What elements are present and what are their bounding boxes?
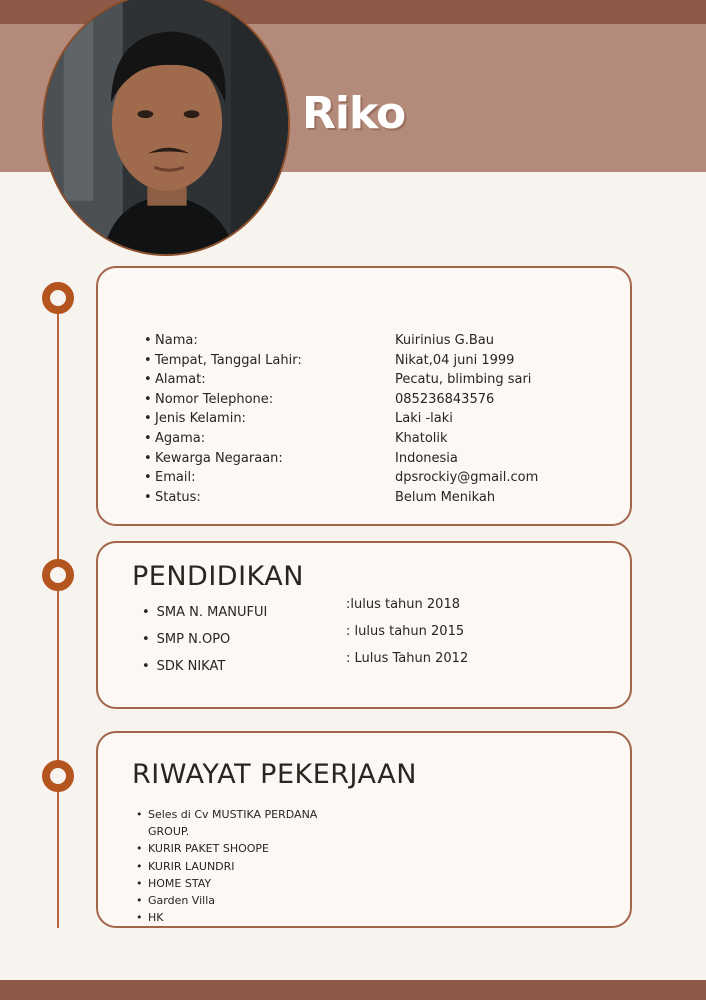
work-item-text: HK bbox=[148, 911, 164, 925]
info-label: Email: bbox=[155, 470, 196, 486]
info-label: Nama: bbox=[155, 333, 198, 348]
work-item bbox=[136, 840, 317, 857]
work-item-text: KURIR PAKET SHOOPE bbox=[148, 842, 269, 856]
education-item bbox=[142, 605, 267, 620]
timeline-line bbox=[57, 298, 59, 928]
profile-photo bbox=[42, 0, 290, 256]
school-name: SDK NIKAT bbox=[156, 659, 226, 674]
bullet-icon: • bbox=[144, 470, 152, 486]
info-value: Pecatu, blimbing sari bbox=[395, 372, 532, 388]
bullet-icon: • bbox=[136, 808, 143, 821]
work-item bbox=[136, 909, 317, 926]
work-item bbox=[136, 806, 317, 840]
candidate-name: Riko bbox=[302, 88, 406, 139]
info-label: Tempat, Tanggal Lahir: bbox=[155, 352, 302, 368]
school-name: SMP N.OPO bbox=[156, 632, 231, 647]
info-value: dpsrockiy@gmail.com bbox=[395, 470, 539, 486]
bullet-icon: • bbox=[144, 489, 152, 505]
work-item bbox=[136, 875, 317, 892]
info-value: Khatolik bbox=[395, 430, 448, 446]
bullet-icon: • bbox=[144, 333, 152, 348]
school-name: SMA N. MANUFUI bbox=[156, 605, 268, 620]
info-label: Nomor Telephone: bbox=[155, 391, 274, 407]
work-item bbox=[136, 892, 317, 909]
bottom-strip bbox=[0, 980, 706, 1000]
info-value: 085236843576 bbox=[395, 391, 495, 407]
graduation-detail: : Lulus Tahun 2012 bbox=[346, 651, 469, 666]
work-history-card bbox=[96, 731, 632, 928]
timeline-dot-icon bbox=[42, 760, 74, 792]
work-history-list bbox=[136, 806, 317, 926]
bullet-icon: • bbox=[144, 372, 152, 388]
bullet-icon: • bbox=[142, 605, 150, 620]
education-card bbox=[96, 541, 632, 709]
work-item-text: HOME STAY bbox=[148, 876, 212, 890]
info-value: Belum Menikah bbox=[395, 489, 496, 505]
info-label: Status: bbox=[155, 489, 201, 505]
bullet-icon: • bbox=[144, 450, 152, 466]
bullet-icon: • bbox=[144, 411, 152, 427]
info-label: Jenis Kelamin: bbox=[155, 411, 246, 427]
graduation-detail: : lulus tahun 2015 bbox=[346, 624, 465, 639]
education-item bbox=[142, 659, 225, 674]
info-label: Alamat: bbox=[155, 372, 206, 388]
graduation-detail: :lulus tahun 2018 bbox=[346, 597, 460, 612]
bullet-icon: • bbox=[136, 876, 143, 890]
work-item-continuation: GROUP. bbox=[148, 825, 190, 839]
education-item bbox=[142, 632, 230, 647]
work-history-title: RIWAYAT PEKERJAAN bbox=[132, 759, 417, 790]
bullet-icon: • bbox=[142, 632, 150, 647]
bullet-icon: • bbox=[142, 659, 150, 674]
info-value: Indonesia bbox=[395, 450, 458, 466]
timeline-dot-icon bbox=[42, 282, 74, 314]
bullet-icon: • bbox=[136, 842, 143, 856]
info-label: Agama: bbox=[155, 430, 206, 446]
timeline-dot-icon bbox=[42, 559, 74, 591]
work-item-text: Seles di Cv MUSTIKA PERDANA bbox=[148, 808, 318, 821]
info-value: Laki -laki bbox=[395, 411, 453, 427]
work-item-text: Garden Villa bbox=[148, 894, 216, 908]
info-label: Kewarga Negaraan: bbox=[155, 450, 283, 466]
bullet-icon: • bbox=[144, 352, 152, 368]
personal-info-card bbox=[96, 266, 632, 526]
education-title: PENDIDIKAN bbox=[132, 561, 304, 592]
bullet-icon: • bbox=[144, 391, 152, 407]
info-value: Kuirinius G.Bau bbox=[395, 333, 495, 348]
info-value: Nikat,04 juni 1999 bbox=[395, 352, 515, 368]
bullet-icon: • bbox=[136, 894, 143, 908]
bullet-icon: • bbox=[136, 911, 143, 925]
work-item-text: KURIR LAUNDRI bbox=[148, 859, 235, 873]
bullet-icon: • bbox=[136, 859, 143, 873]
bullet-icon: • bbox=[144, 430, 152, 446]
work-item bbox=[136, 858, 317, 875]
